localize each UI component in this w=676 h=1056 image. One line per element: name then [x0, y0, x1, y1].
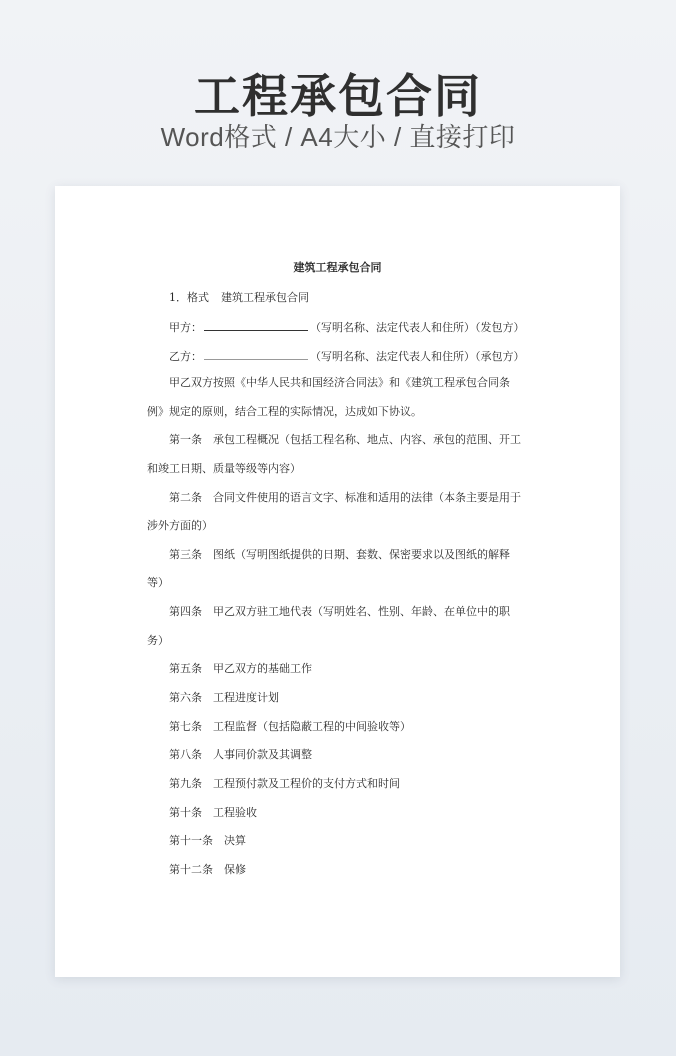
page-subtitle: Word格式 / A4大小 / 直接打印 [160, 122, 516, 152]
article-6: 第六条 工程进度计划 [169, 691, 279, 704]
party-a-blank [204, 318, 308, 331]
article-2-line-2: 涉外方面的） [147, 519, 213, 532]
article-8: 第八条 人事同价款及其调整 [169, 748, 312, 761]
article-2-line-1: 第二条 合同文件使用的语言文字、标准和适用的法律（本条主要是用于 [169, 491, 521, 504]
article-3-line-1: 第三条 图纸（写明图纸提供的日期、套数、保密要求以及图纸的解释 [169, 548, 510, 561]
party-b-note: （写明名称、法定代表人和住所）（承包方） [310, 350, 525, 363]
party-b-label: 乙方： [169, 350, 202, 363]
article-4-line-1: 第四条 甲乙双方驻工地代表（写明姓名、性别、年龄、在单位中的职 [169, 605, 510, 618]
party-b-line [169, 347, 525, 365]
document-page [55, 186, 620, 977]
format-line [169, 290, 309, 306]
article-12: 第十二条 保修 [169, 863, 246, 876]
article-1-line-2: 和竣工日期、质量等级等内容） [147, 462, 301, 475]
document-title: 建筑工程承包合同 [293, 261, 382, 274]
party-a-line [169, 318, 525, 336]
article-1-line-1: 第一条 承包工程概况（包括工程名称、地点、内容、承包的范围、开工 [169, 433, 521, 446]
article-9: 第九条 工程预付款及工程价的支付方式和时间 [169, 777, 400, 790]
party-a-note: （写明名称、法定代表人和住所）（发包方） [310, 321, 525, 334]
page-title: 工程承包合同 [194, 70, 482, 122]
format-label: 1．格式 [169, 291, 209, 304]
article-4-line-2: 务） [147, 634, 169, 647]
party-b-blank [204, 347, 308, 360]
article-5: 第五条 甲乙双方的基础工作 [169, 662, 312, 675]
article-7: 第七条 工程监督（包括隐蔽工程的中间验收等） [169, 720, 411, 733]
intro-line-1: 甲乙双方按照《中华人民共和国经济合同法》和《建筑工程承包合同条 [169, 376, 510, 389]
article-3-line-2: 等） [147, 576, 169, 589]
article-11: 第十一条 决算 [169, 834, 246, 847]
article-10: 第十条 工程验收 [169, 806, 257, 819]
format-value: 建筑工程承包合同 [221, 291, 309, 304]
intro-line-2: 例》规定的原则，结合工程的实际情况，达成如下协议。 [147, 405, 422, 418]
party-a-label: 甲方： [169, 321, 202, 334]
